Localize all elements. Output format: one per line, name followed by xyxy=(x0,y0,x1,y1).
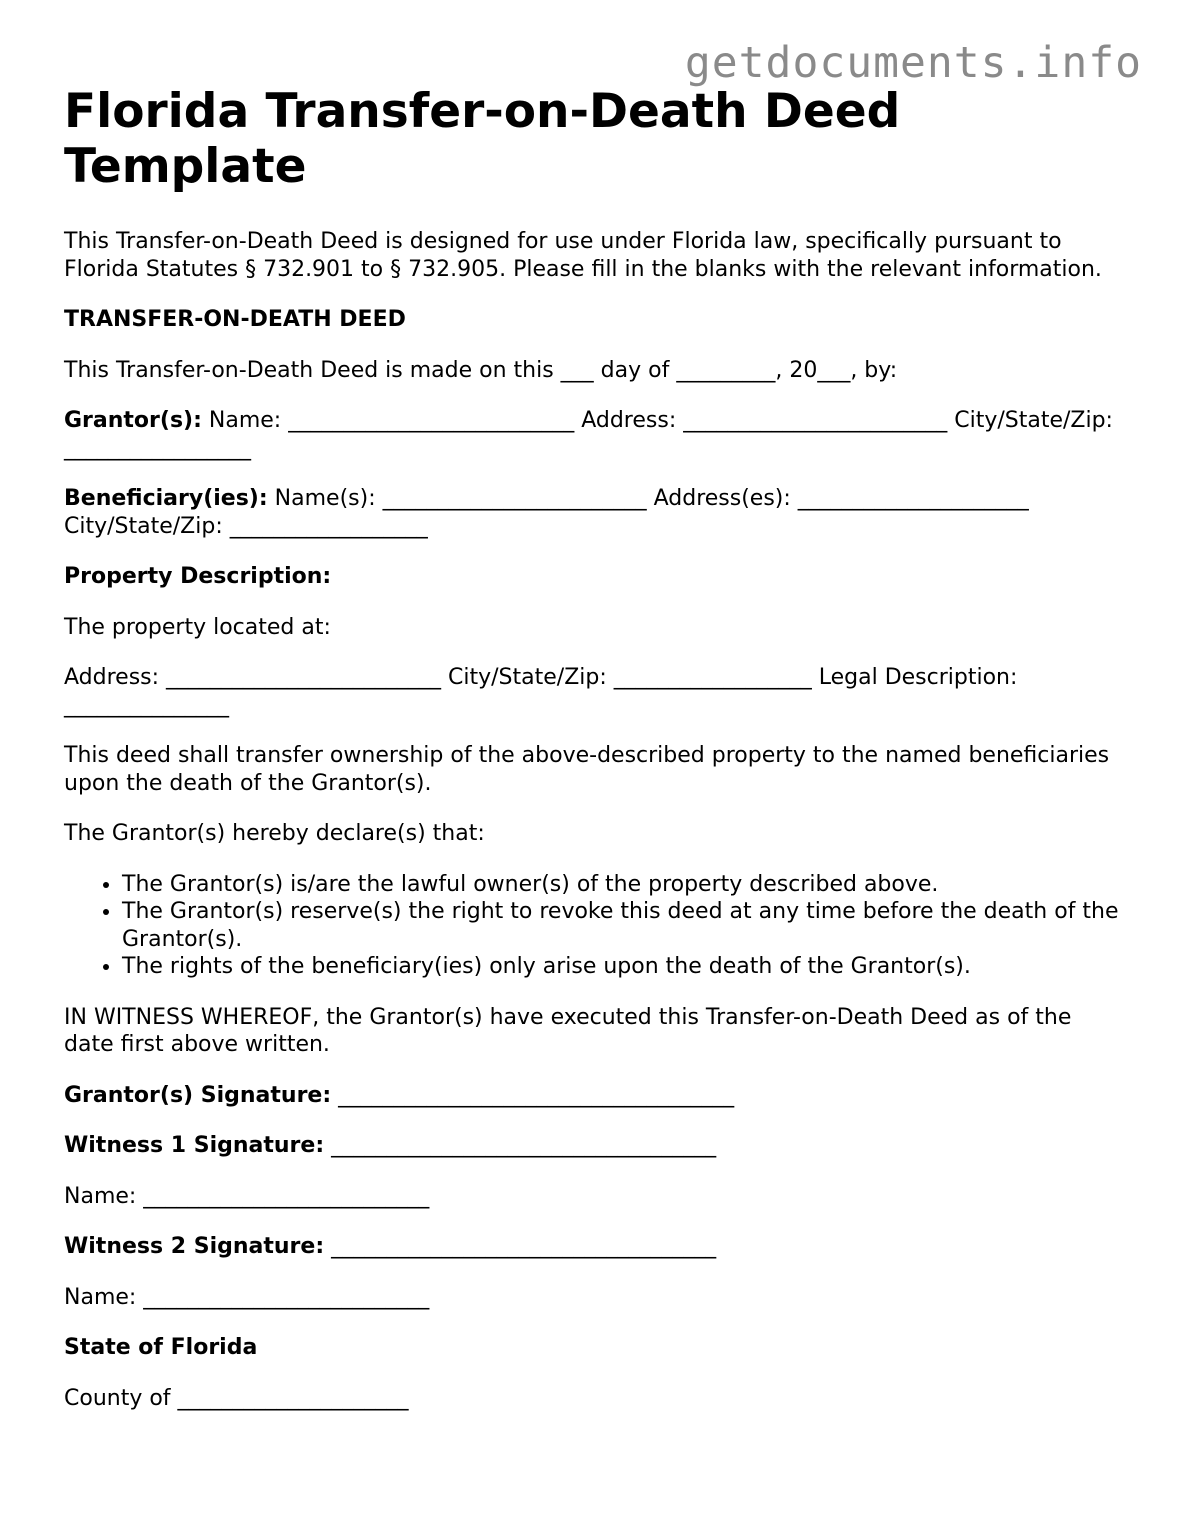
grantor-signature-line xyxy=(64,1082,1124,1110)
list-item: • The Grantor(s) is/are the lawful owner(s) of the property described above. xyxy=(122,871,1124,899)
witness1-signature-label: Witness 1 Signature: xyxy=(64,1133,325,1158)
grantor-signature-label: Grantor(s) Signature: xyxy=(64,1082,332,1108)
list-item: • The rights of the beneficiary(ies) only arise upon the death of the Grantor(s). xyxy=(122,953,1124,981)
witness1-signature-blank: ___________________________________ xyxy=(324,1133,717,1158)
transfer-statement: This deed shall transfer ownership of the above-described property to the named beneficiaries upon the death of the Grantor(s). xyxy=(64,743,1110,796)
witness1-signature-line xyxy=(64,1132,1124,1160)
grantor-block xyxy=(64,407,1124,462)
declarations-list xyxy=(64,871,1124,981)
declare-intro: The Grantor(s) hereby declare(s) that: xyxy=(64,821,485,846)
beneficiary-block xyxy=(64,485,1124,540)
property-located: The property located at: xyxy=(64,614,331,640)
county-line: County of _____________________ xyxy=(64,1385,409,1411)
document-page xyxy=(64,84,1124,1412)
watermark: getdocuments.info xyxy=(684,38,1142,88)
witness-whereof: IN WITNESS WHEREOF, the Grantor(s) have executed this Transfer-on-Death Deed as of the date first above written. xyxy=(64,1004,1072,1057)
state-heading xyxy=(64,1334,1124,1362)
deed-heading-text: TRANSFER-ON-DEATH DEED xyxy=(64,307,406,332)
intro-paragraph: This Transfer-on-Death Deed is designed for use under Florida law, specifically pursuant to Florida Statutes § 732.901 to § 732.905. Please fill in the blanks with the relevant information. xyxy=(64,229,1102,282)
beneficiary-label: Beneficiary(ies): xyxy=(64,486,268,511)
beneficiary-fields: Name(s): ________________________ Address(es): _____________________ City/State/Zip: __________________ xyxy=(64,486,1029,539)
document-title: Florida Transfer-on-Death Deed Template xyxy=(64,84,901,194)
property-heading-text: Property Description: xyxy=(64,564,332,589)
witness1-name-line: Name: __________________________ xyxy=(64,1183,430,1209)
deed-heading xyxy=(64,306,1124,334)
witness2-name-line: Name: __________________________ xyxy=(64,1284,430,1310)
witness2-signature-line xyxy=(64,1233,1124,1261)
witness2-signature-blank: ___________________________________ xyxy=(324,1234,717,1259)
grantor-signature-blank: ____________________________________ xyxy=(331,1082,735,1108)
state-heading-text: State of Florida xyxy=(64,1335,258,1360)
witness2-signature-label: Witness 2 Signature: xyxy=(64,1234,325,1259)
grantor-label: Grantor(s): xyxy=(64,408,202,433)
list-item: • The Grantor(s) reserve(s) the right to revoke this deed at any time before the death of the Grantor(s). xyxy=(122,898,1124,953)
property-heading xyxy=(64,563,1124,591)
grantor-fields: Name: __________________________ Address: ________________________ City/State/Zip: _________________ xyxy=(64,408,1113,461)
property-fields: Address: _________________________ City/State/Zip: __________________ Legal Description: _______________ xyxy=(64,665,1018,718)
made-on-line: This Transfer-on-Death Deed is made on this ___ day of _________, 20___, by: xyxy=(64,357,898,383)
